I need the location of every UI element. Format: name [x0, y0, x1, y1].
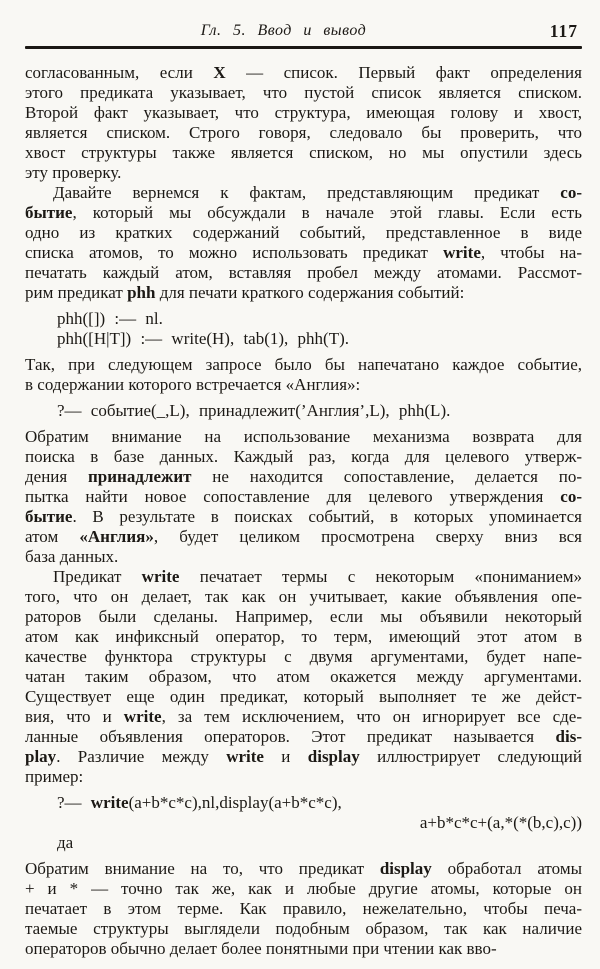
code-block [25, 793, 582, 853]
text-run: принадлежит [88, 466, 192, 486]
text-run: Второй факт указывает, что структура, имеющая голову и хвост, [25, 102, 582, 122]
text-run: база данных. [25, 546, 119, 566]
text-line [25, 607, 582, 627]
chapter-title: Гл. 5. Ввод и вывод [200, 22, 367, 39]
text-run: phh([H|T]) :— write(H), tab(1), phh(T). [57, 328, 350, 348]
text-run: write [226, 746, 264, 766]
text-run: списка атомов, то можно использовать предикат [25, 242, 444, 262]
text-run: a+b*c*c+(a,*(*(b,c),c)) [419, 812, 582, 832]
text-run: для печати краткого содержания событий: [155, 282, 465, 302]
text-run: согласованным, если [25, 62, 214, 82]
text-run: печатает в этом терме. Как правило, нежелательно, чтобы печа- [25, 898, 582, 918]
text-run: обработал атомы [431, 858, 582, 878]
text-run: Так, при следующем запросе было бы напечатано каждое событие, [25, 354, 582, 374]
text-line [25, 63, 582, 83]
text-run: вия, что и [25, 706, 124, 726]
code-line [57, 833, 582, 853]
text-line [25, 859, 582, 879]
text-line [25, 163, 582, 183]
page-body [25, 63, 582, 959]
paragraph [25, 859, 582, 959]
text-line [25, 263, 582, 283]
text-run: дения [25, 466, 88, 486]
page-number: 117 [549, 21, 578, 41]
paragraph [25, 355, 582, 395]
text-run: write [123, 706, 162, 726]
text-line [25, 919, 582, 939]
text-line [25, 223, 582, 243]
text-run: phh [127, 282, 156, 302]
text-line [25, 83, 582, 103]
text-run: write [141, 566, 180, 586]
text-line [25, 747, 582, 767]
text-line [25, 487, 582, 507]
text-line [25, 203, 582, 223]
text-line [25, 727, 582, 747]
text-line [25, 899, 582, 919]
text-run: бытие [25, 506, 73, 526]
text-run: , за тем исключением, что он игнорирует все сде- [161, 706, 583, 726]
text-run: бытие [25, 202, 73, 222]
text-run: «Англия» [79, 526, 154, 546]
text-run: да [57, 832, 74, 852]
text-line [25, 527, 582, 547]
paragraph [25, 183, 582, 303]
running-header [25, 22, 582, 44]
text-line [25, 879, 582, 899]
code-line [57, 401, 582, 421]
text-line [25, 507, 582, 527]
text-run: display [307, 746, 360, 766]
header-rule [25, 46, 582, 49]
text-run: X [213, 62, 226, 82]
text-run: , который мы обсуждали в начале этой главы. Если есть [72, 202, 582, 222]
code-line [57, 329, 582, 349]
text-run: Обратим внимание на то, что предикат [25, 858, 380, 878]
text-line [25, 183, 582, 203]
text-run: и [263, 746, 308, 766]
text-run: таемые структуры выглядели подобным образом, так как наличие [25, 918, 582, 938]
paragraph [25, 567, 582, 787]
text-line [25, 143, 582, 163]
text-run: ?— [57, 792, 91, 812]
text-run: со- [560, 486, 582, 506]
text-line [25, 667, 582, 687]
text-run: . В результате в поисках событий, в которых упоминается [72, 506, 582, 526]
text-line [25, 283, 582, 303]
text-line [25, 647, 582, 667]
text-line [25, 467, 582, 487]
text-line [25, 375, 582, 395]
text-run: хвост структуры также является списком, но мы опустили здесь [25, 142, 582, 162]
text-run: этого предиката указывает, что пустой список является списком. [25, 82, 582, 102]
text-line [25, 547, 582, 567]
text-line [25, 587, 582, 607]
text-run: display [379, 858, 432, 878]
text-run: атом как инфиксный оператор, то терм, имеющий этот атом в [25, 626, 582, 646]
text-run: dis- [555, 726, 582, 746]
code-line [57, 813, 582, 833]
text-run: write [90, 792, 129, 812]
text-run: иллюстрирует следующий [359, 746, 583, 766]
text-line [25, 627, 582, 647]
text-run: одно из кратких содержаний событий, представленное в виде [25, 222, 582, 242]
text-run: печатать каждый атом, вставляя пробел между атомами. Рассмот- [25, 262, 582, 282]
text-line [25, 243, 582, 263]
paragraph [25, 63, 582, 183]
text-run: . Различие между [56, 746, 227, 766]
text-run: , чтобы на- [480, 242, 582, 262]
text-run: Обратим внимание на использование механизма возврата для [25, 426, 582, 446]
text-run: + и * — точно так же, как и любые другие атомы, которые он [25, 878, 582, 898]
text-run: пытка найти новое сопоставление для целевого утверждения [25, 486, 561, 506]
text-run: ?— событие(_,L), принадлежит(’Англия’,L), phh(L). [57, 400, 451, 420]
text-run: атом [25, 526, 80, 546]
text-line [25, 123, 582, 143]
text-run: , будет целиком просмотрена сверху вниз вся [153, 526, 582, 546]
text-run: пример: [25, 766, 84, 786]
code-line [57, 309, 582, 329]
text-run: печатает термы с некоторым «пониманием» [179, 566, 582, 586]
text-line [25, 687, 582, 707]
text-run: рим предикат [25, 282, 128, 302]
text-run: — список. Первый факт определения [225, 62, 582, 82]
text-line [25, 567, 582, 587]
text-run: является списком. Строго говоря, следовало бы проверить, что [25, 122, 582, 142]
text-line [25, 355, 582, 375]
text-run: операторов обычно делает более понятными при чтении как вво- [25, 938, 497, 958]
text-run: write [443, 242, 481, 262]
text-run: (a+b*c*c),nl,display(a+b*c*c), [128, 792, 342, 812]
code-block [25, 401, 582, 421]
text-run: чатан таким образом, что атом окажется между аргументами. [25, 666, 582, 686]
text-run: ланные объявления операторов. Этот предикат называется [25, 726, 556, 746]
text-run: эту проверку. [25, 162, 122, 182]
text-line [25, 767, 582, 787]
text-run: поиска в базе данных. Каждый раз, когда для целевого утверж- [25, 446, 582, 466]
text-line [25, 427, 582, 447]
text-run: Существует еще один предикат, который выполняет те же дейст- [25, 686, 582, 706]
paragraph [25, 427, 582, 567]
text-run: play [25, 746, 57, 766]
text-run: в содержании которого встречается «Англия»: [25, 374, 361, 394]
text-run: Предикат [53, 566, 142, 586]
text-run: качестве функтора структуры с двумя аргументами, будет напе- [25, 646, 582, 666]
text-line [25, 939, 582, 959]
text-line [25, 707, 582, 727]
text-run: раторов были сделаны. Например, если мы объявили некоторый [25, 606, 582, 626]
text-line [25, 103, 582, 123]
text-run: того, что он делает, так как он учитывает, какие объявления опе- [25, 586, 582, 606]
text-run: phh([]) :— nl. [57, 308, 163, 328]
text-run: не находится сопоставление, делается по- [191, 466, 582, 486]
code-block [25, 309, 582, 349]
code-line [57, 793, 582, 813]
text-run: Давайте вернемся к фактам, представляющим предикат [53, 182, 561, 202]
text-line [25, 447, 582, 467]
text-run: со- [560, 182, 582, 202]
